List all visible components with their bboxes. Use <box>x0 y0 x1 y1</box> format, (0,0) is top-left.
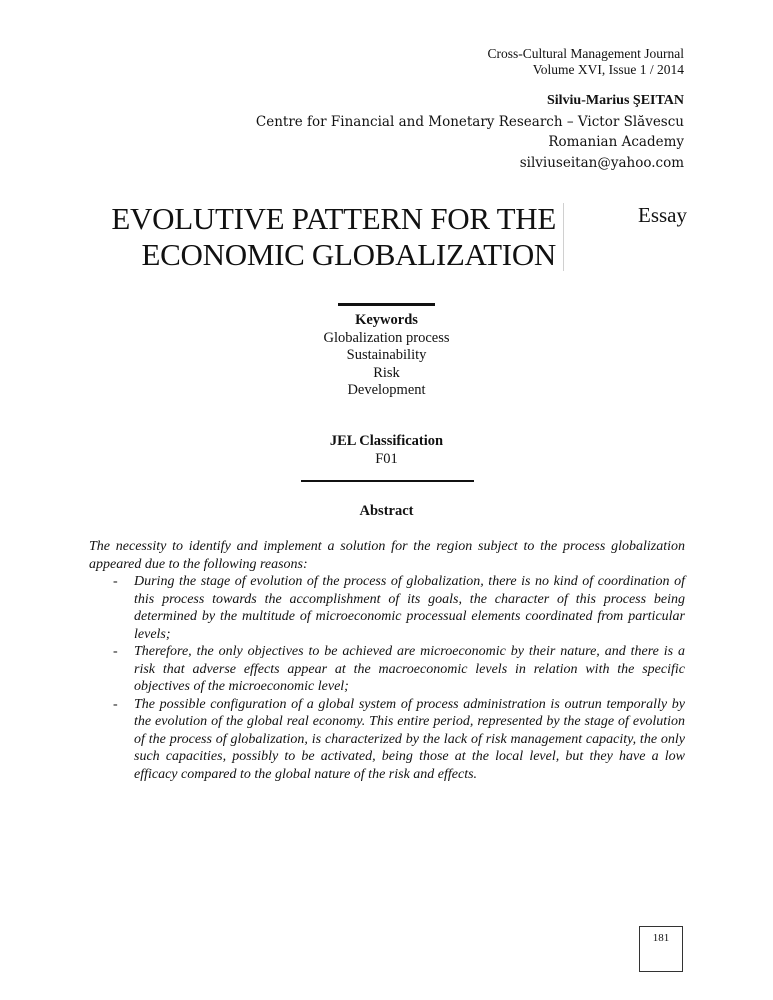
author-block <box>256 91 684 173</box>
author-email[interactable]: silviuseitan@yahoo.com <box>519 154 684 171</box>
abstract-bullet <box>89 573 685 643</box>
keywords-heading: Keywords <box>355 312 418 328</box>
author-institution: Romanian Academy <box>548 134 684 150</box>
abstract-bullet-list <box>89 573 685 783</box>
jel-heading: JEL Classification <box>329 433 444 449</box>
keyword-item: Risk <box>373 364 400 381</box>
journal-name: Cross-Cultural Management Journal <box>487 46 684 61</box>
title-divider <box>563 203 564 271</box>
abstract-bullet <box>89 643 685 696</box>
abstract-bullet-text: During the stage of evolution of the process of globalization, there is no kind of coordination of this process towards the accomplishment of its goals, the character of this process being determined by the multitude of microeconomic processual elements coordinated from particular levels; <box>134 574 685 642</box>
abstract-heading: Abstract <box>359 503 414 519</box>
jel-block <box>0 433 773 468</box>
author-affiliation: Centre for Financial and Monetary Research – Victor Slăvescu <box>255 113 684 130</box>
paper-type: Essay <box>638 203 687 227</box>
bullet-dash: - <box>113 644 118 659</box>
abstract-intro: The necessity to identify and implement a solution for the region subject to the process globalization appeared due to the following reasons: <box>89 539 685 572</box>
page-number-box <box>639 926 683 972</box>
keyword-item: Sustainability <box>346 347 427 363</box>
keyword-item: Globalization process <box>323 329 450 346</box>
title-line-1: EVOLUTIVE PATTERN FOR THE <box>111 201 556 236</box>
abstract-bullet <box>89 696 685 784</box>
abstract-bullet-text: The possible configuration of a global system of process administration is outrun temporally by the evolution of the global real economy. This entire period, represented by the stage of evolution of the process of globalization, is characterized by the lack of risk management capacity, the only such capacities, possibly to be activated, being those at the local level, but they have a low efficacy compared to the global nature of the risk and effects. <box>134 696 685 782</box>
keywords-block <box>0 312 773 400</box>
page-number: 181 <box>652 932 670 944</box>
abstract-bullet-text: Therefore, the only objectives to be achieved are microeconomic by their nature, and there is a risk that adverse effects appear at the macroeconomic levels in relation with the specific objectives of the microeconomic level; <box>134 644 685 694</box>
bullet-dash: - <box>113 574 118 589</box>
paper-title <box>100 201 556 273</box>
jel-bottom-rule <box>301 480 474 482</box>
bullet-dash: - <box>113 696 118 712</box>
title-line-2: ECONOMIC GLOBALIZATION <box>141 237 556 272</box>
journal-header <box>488 46 684 78</box>
keywords-top-rule <box>338 303 435 306</box>
author-name: Silviu-Marius ŞEITAN <box>546 93 684 108</box>
keyword-item: Development <box>347 382 426 398</box>
journal-volume: Volume XVI, Issue 1 / 2014 <box>532 62 684 77</box>
abstract-body <box>89 538 685 783</box>
jel-code: F01 <box>375 450 398 467</box>
